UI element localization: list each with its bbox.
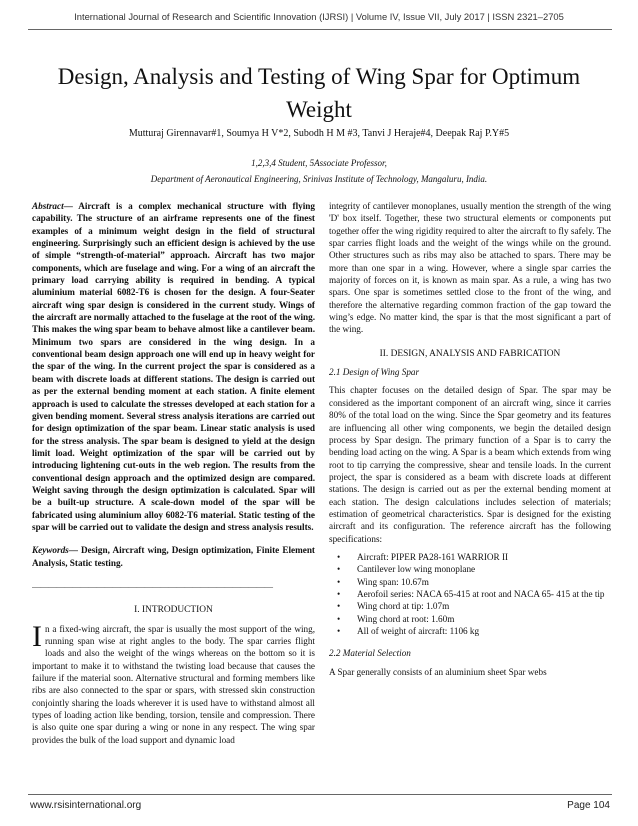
- separator-rule: ——————————————————————————————: [32, 581, 272, 592]
- specification-list: [329, 551, 611, 637]
- header-rule: [28, 29, 612, 30]
- abstract-label: Abstract: [32, 201, 64, 211]
- spec-item: • Wing chord at tip: 1.07m: [329, 600, 611, 612]
- introduction-paragraph: [32, 619, 315, 746]
- keywords-label: Keywords: [32, 545, 69, 556]
- author-list: Mutturaj Girennavar#1, Soumya H V*2, Subodh H M #3, Tanvi J Heraje#4, Deepak Raj P.Y#5: [128, 128, 510, 139]
- right-column: [329, 200, 611, 678]
- abstract: [32, 200, 315, 533]
- affiliation-roles: 1,2,3,4 Student, 5Associate Professor,: [251, 158, 387, 168]
- subsection-heading-design: 2.1 Design of Wing Spar: [329, 367, 420, 378]
- material-paragraph: A Spar generally consists of an aluminium sheet Spar webs: [329, 666, 547, 677]
- introduction-text: n a fixed-wing aircraft, the spar is usually the most support of the wing, running span wise at right angles to the body. The spar carries flight loads and also the weight of the wings whereas on the bottom so it is important to make it to withstand the twisting load because that causes the failure if the material soon. Alternative structural and forming members like ribs are also connected to the spar or spars, with stressed skin construction conjointly sharing the loads wherever it is used have to withstand almost all types of loading action like bending, torsion, tensile and compression. There is also quite one spar during a wing or none in any respect. The wing spar provides the bulk of the load support and dynamic load: [32, 623, 315, 745]
- spec-item: • Cantilever low wing monoplane: [329, 563, 611, 575]
- spec-item: • Aircraft: PIPER PA28-161 WARRIOR II: [329, 551, 611, 563]
- abstract-text: — Aircraft is a complex mechanical structure with flying capability. The structure of an airframe represents one of the finest examples of a minimum weight design in the field of structural engineering. Surprisingly such an efficient design is achieved by the use of simple “strength-of-material” approach. Aircraft has two major components, which are fuselage and wing. For a wing of an aircraft the primary load carrying ability is required in bending. A typical aluminium material 6082-T6 is chosen for the design. A four-Seater aircraft wing spar design is considered in the current study. Wings of the aircraft are normally attached to the fuselage at the root of the wing. This makes the wing spar beam to behave almost like a cantilever beam. Minimum two spars are considered in the wing design. In a conventional beam design approach one will end up in heavy weight for the spar of the wing. In the current project the spar is considered as a beam with discrete loads at different stations. The design is carried out as per the external bending moment at each station. A finite element approach is used to calculate the stresses developed at each station for a given bending moment. Several stress analysis iterations are carried out for design optimization of the spar beam. Linear static analysis is used for the stress analysis. The spar beam is designed to yield at the design limit load. Weight optimization of the spar will be carried out by introducing lightening cut-outs in the web region. The results from the conventional design approach and the optimized design are compared. Weight saving through the design optimization is calculated. Spar will be a built-up structure. A scale-down model of the spar will be fabricated using aluminium alloy 6082-T6 material. Static testing of the spar will be carried out to validate the design and stress analysis results.: [32, 201, 315, 532]
- affiliation-department: Department of Aeronautical Engineering, Srinivas Institute of Technology, Mangaluru, India.: [150, 174, 488, 184]
- introduction-continuation: integrity of cantilever monoplanes, usually mention the strength of the wing 'D' box itself. Together, these two structural elements or components put together offer the wing rigidity required to alter the aircraft to fly safely. The spar carries flight loads and the weight of the wings while on the ground. Other structures such as ribs may also be attached to spars. There may be more than one spar in a wing. However, where a single spar carries the majority of forces on it, is known as main spar. As a rule, a wing has two spars. One spar is sometimes settled close to the front of the wing, and therefore the alternative regarding common fraction of the gap toward the wing’s edge. No matter kind, the spar is that the most significant a part of the wing.: [329, 201, 611, 335]
- drop-cap: I: [32, 619, 42, 653]
- section-heading-introduction: I. INTRODUCTION: [134, 605, 213, 616]
- footer-rule: [28, 794, 612, 795]
- spec-item: • Wing chord at root: 1.60m: [329, 613, 611, 625]
- keywords: [32, 544, 315, 569]
- spec-item: • Wing span: 10.67m: [329, 576, 611, 588]
- design-paragraph: This chapter focuses on the detailed design of Spar. The spar may be considered as the important component of an aircraft wing, since it carries 80% of the total load on the wing. Since the Spar geometry and its features are influencing all other wing components, we begin the detailed design process by Spar design. The primary function of a Spar is to carry the bending load acting on the wing. A Spar is a beam which extends from wing root to tip carrying the compressive, shear and tensile loads. In the current project, the spar is considered as a beam with discrete loads at different stations. The design is carried out as per the external bending moment at each station. The design calculations includes selection of materials; estimation of geometrical characteristics. Spar is designed for the existing aircraft and its configuration. The reference aircraft has the following specifications:: [329, 385, 611, 544]
- keywords-text: — Design, Aircraft wing, Design optimization, Finite Element Analysis, Static testing.: [32, 545, 315, 568]
- spec-item: • All of weight of aircraft: 1106 kg: [329, 625, 611, 637]
- paper-title: Design, Analysis and Testing of Wing Spar for Optimum Weight: [57, 64, 581, 122]
- left-column: [32, 200, 315, 746]
- running-header: International Journal of Research and Scientific Innovation (IJRSI) | Volume IV, Issue VII, July 2017 | ISSN 2321–2705: [74, 11, 564, 22]
- page-number: Page 104: [567, 800, 610, 811]
- spec-item: • Aerofoil series: NACA 65-415 at root and NACA 65- 415 at the tip: [329, 588, 611, 600]
- footer-website-link[interactable]: www.rsisinternational.org: [30, 800, 142, 811]
- subsection-heading-material: 2.2 Material Selection: [329, 648, 411, 659]
- section-heading-design: II. DESIGN, ANALYSIS AND FABRICATION: [379, 348, 561, 359]
